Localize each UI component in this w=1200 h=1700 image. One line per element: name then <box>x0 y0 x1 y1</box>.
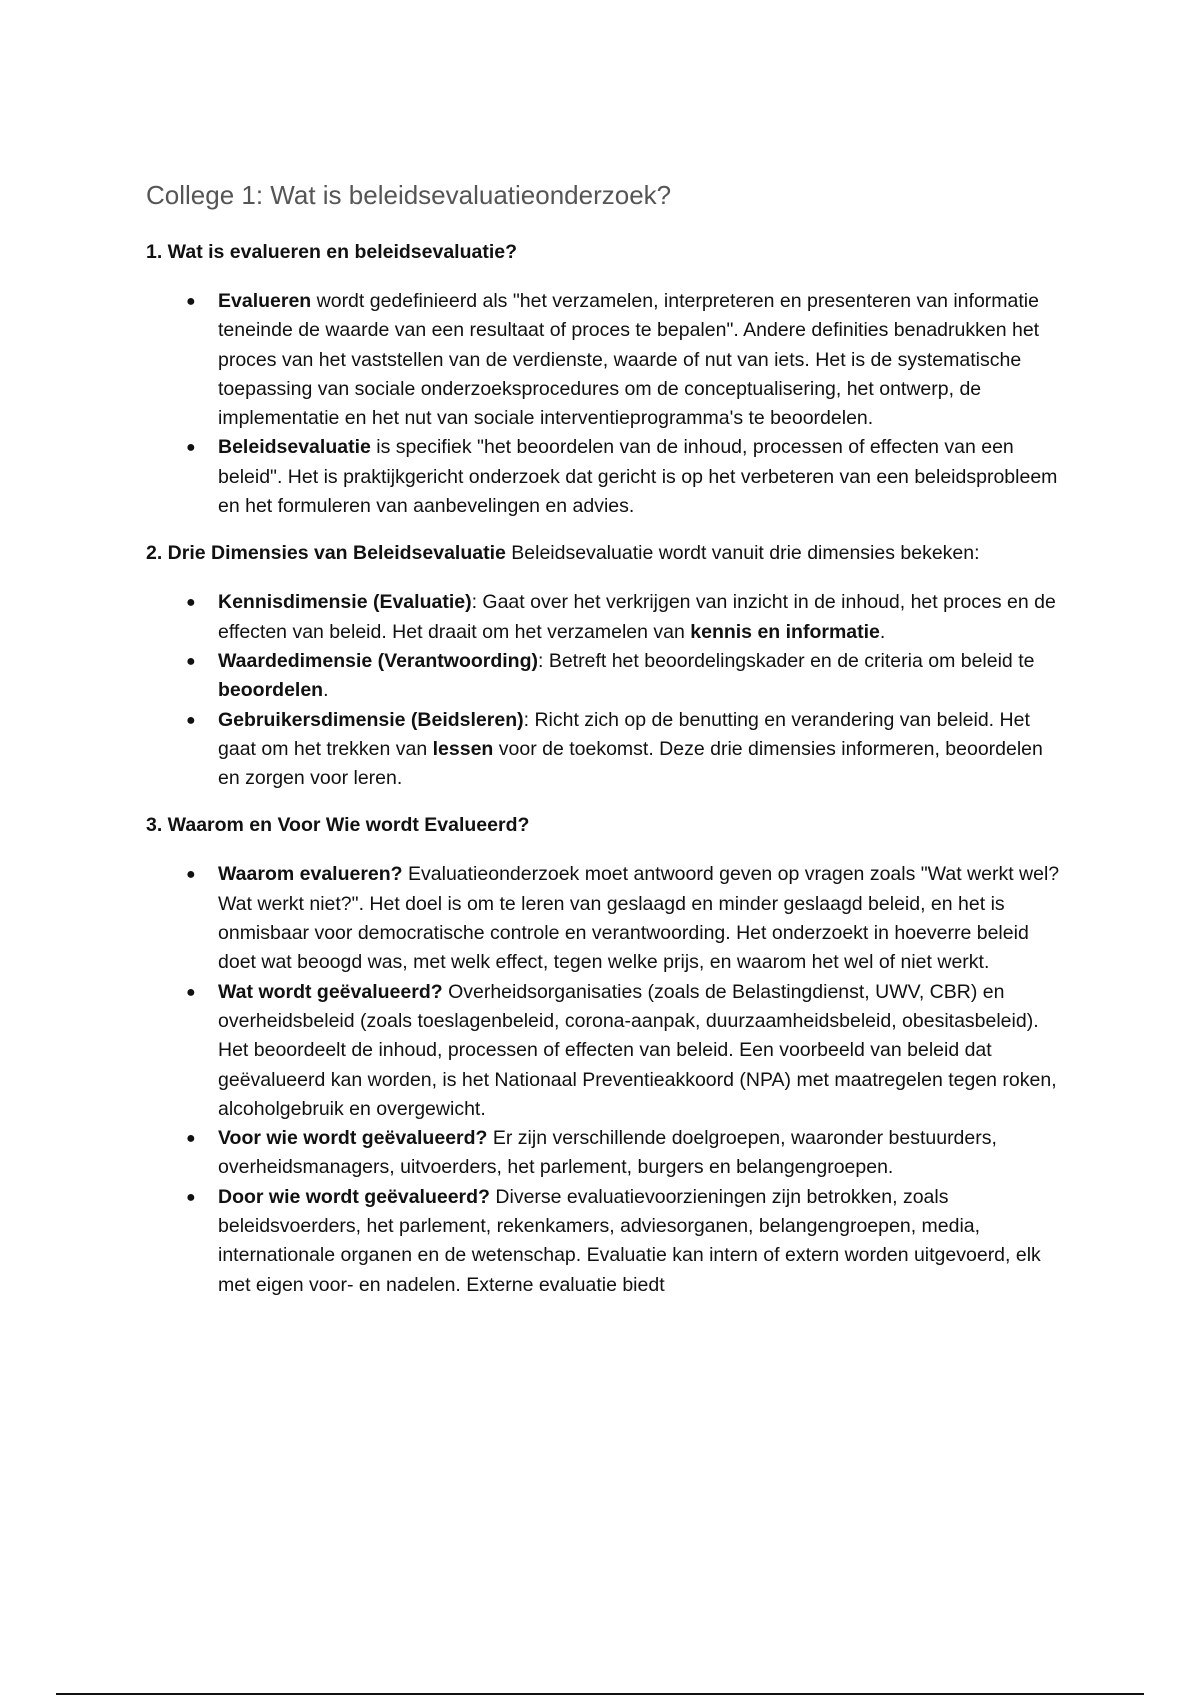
item-text: Overheidsorganisaties (zoals de Belastingdienst, UWV, CBR) en overheidsbeleid (zoals toeslagenbeleid, corona-aanpak, duurzaamheidsbeleid, obesitasbeleid). Het beoordeelt de inhoud, processen of effecten van beleid. Een voorbeeld van beleid dat geëvalueerd kan worden, is het Nationaal Preventieakkoord (NPA) met maatregelen tegen roken, alcoholgebruik en overgewicht. <box>218 980 1057 1120</box>
bullet-icon: ● <box>186 652 196 670</box>
bold-term: Evalueren <box>218 290 312 312</box>
item-text: . <box>323 679 329 702</box>
bold-term: kennis en informatie <box>690 620 880 643</box>
document-body <box>146 178 1066 1318</box>
list-item <box>146 588 1066 647</box>
bold-term: Beleidsevaluatie <box>218 436 371 459</box>
item-text: voor de toekomst. Deze drie dimensies informeren, beoordelen en zorgen voor leren. <box>218 737 1043 790</box>
section-heading <box>146 238 1066 267</box>
list-item <box>146 860 1066 977</box>
list-item <box>146 1124 1066 1183</box>
list-item <box>146 287 1066 433</box>
item-text: : Gaat over het verkrijgen van inzicht in de inhoud, het proces en de effecten van beleid. Het draait om het verzamelen van <box>218 591 1056 643</box>
item-text: wordt gedefinieerd als "het verzamelen, interpreteren en presenteren van informatie teneinde de waarde van een resultaat of proces te bepalen". Andere definities benadrukken het proces van het vaststellen van de verdienste, waarde of nut van iets. Het is de systematische toepassing van sociale onderzoeksprocedures om de conceptualisering, het ontwerp, de implementatie en het nut van sociale interventieprogramma's te beoordelen. <box>218 290 1040 430</box>
section-3 <box>146 811 1066 1299</box>
section-heading-title: 3. Waarom en Voor Wie wordt Evalueerd? <box>146 814 530 837</box>
bullet-icon: ● <box>186 1188 196 1206</box>
bold-term: Gebruikersdimensie (Beidsleren) <box>218 708 524 731</box>
sections-container <box>146 238 1066 1300</box>
item-text: . <box>879 620 886 643</box>
section-2 <box>146 539 1066 793</box>
bullet-icon: ● <box>186 866 196 884</box>
list-item <box>146 647 1066 706</box>
bullet-icon: ● <box>186 983 196 1001</box>
bullet-list <box>146 860 1066 1299</box>
bullet-icon: ● <box>186 293 196 310</box>
bold-term: Wat wordt geëvalueerd? <box>218 980 443 1003</box>
item-text: : Richt zich op de benutting en verandering van beleid. Het gaat om het trekken van <box>218 708 1030 760</box>
bold-term: Kennisdimensie (Evaluatie) <box>218 591 472 614</box>
section-heading <box>146 811 1066 840</box>
list-item <box>146 433 1066 521</box>
list-item <box>146 1183 1066 1300</box>
bullet-icon: ● <box>186 439 196 457</box>
document-title: College 1: Wat is beleidsevaluatieonderzoek? <box>146 180 672 210</box>
section-heading <box>146 539 1066 568</box>
item-text: : Betreft het beoordelingskader en de criteria om beleid te <box>538 649 1035 672</box>
list-item <box>146 706 1066 794</box>
bullet-list <box>146 287 1066 521</box>
item-text: Diverse evaluatievoorzieningen zijn betrokken, zoals beleidsvoerders, het parlement, rekenkamers, adviesorganen, belangengroepen, media, internationale organen en de wetenschap. Evaluatie kan intern of extern worden uitgevoerd, elk met eigen voor- en nadelen. Externe evaluatie biedt <box>218 1185 1041 1296</box>
bold-term: Waarom evalueren? <box>218 863 403 886</box>
bullet-icon: ● <box>186 594 196 612</box>
footer-divider <box>56 1693 1144 1695</box>
section-heading-title: 2. Drie Dimensies van Beleidsevaluatie <box>146 542 506 565</box>
bold-term: lessen <box>432 737 494 760</box>
item-text: Er zijn verschillende doelgroepen, waaronder bestuurders, overheidsmanagers, uitvoerders, het parlement, burgers en belangengroepen. <box>218 1127 997 1179</box>
bullet-list <box>146 588 1066 793</box>
section-heading-title: 1. Wat is evalueren en beleidsevaluatie? <box>146 241 518 263</box>
bold-term: beoordelen <box>218 679 324 702</box>
bullet-icon: ● <box>186 1130 196 1148</box>
bold-term: Door wie wordt geëvalueerd? <box>218 1185 490 1208</box>
item-text: Evaluatieonderzoek moet antwoord geven op vragen zoals "Wat werkt wel? Wat werkt niet?". Het doel is om te leren van geslaagd en minder geslaagd beleid, en het is onmisbaar voor democratische controle en verantwoording. Het onderzoekt in hoeverre beleid doet wat beoogd was, met welk effect, tegen welke prijs, en waarom het wel of niet werkt. <box>218 863 1060 974</box>
section-heading-intro: Beleidsevaluatie wordt vanuit drie dimensies bekeken: <box>505 542 980 565</box>
item-text: is specifiek "het beoordelen van de inhoud, processen of effecten van een beleid". Het is praktijkgericht onderzoek dat gericht is op het verbeteren van een beleidsprobleem en het formuleren van aanbevelingen en advies. <box>218 436 1058 518</box>
bold-term: Waardedimensie (Verantwoording) <box>218 649 538 672</box>
bold-term: Voor wie wordt geëvalueerd? <box>218 1127 488 1150</box>
section-1 <box>146 238 1066 521</box>
list-item <box>146 978 1066 1124</box>
bullet-icon: ● <box>186 711 196 729</box>
